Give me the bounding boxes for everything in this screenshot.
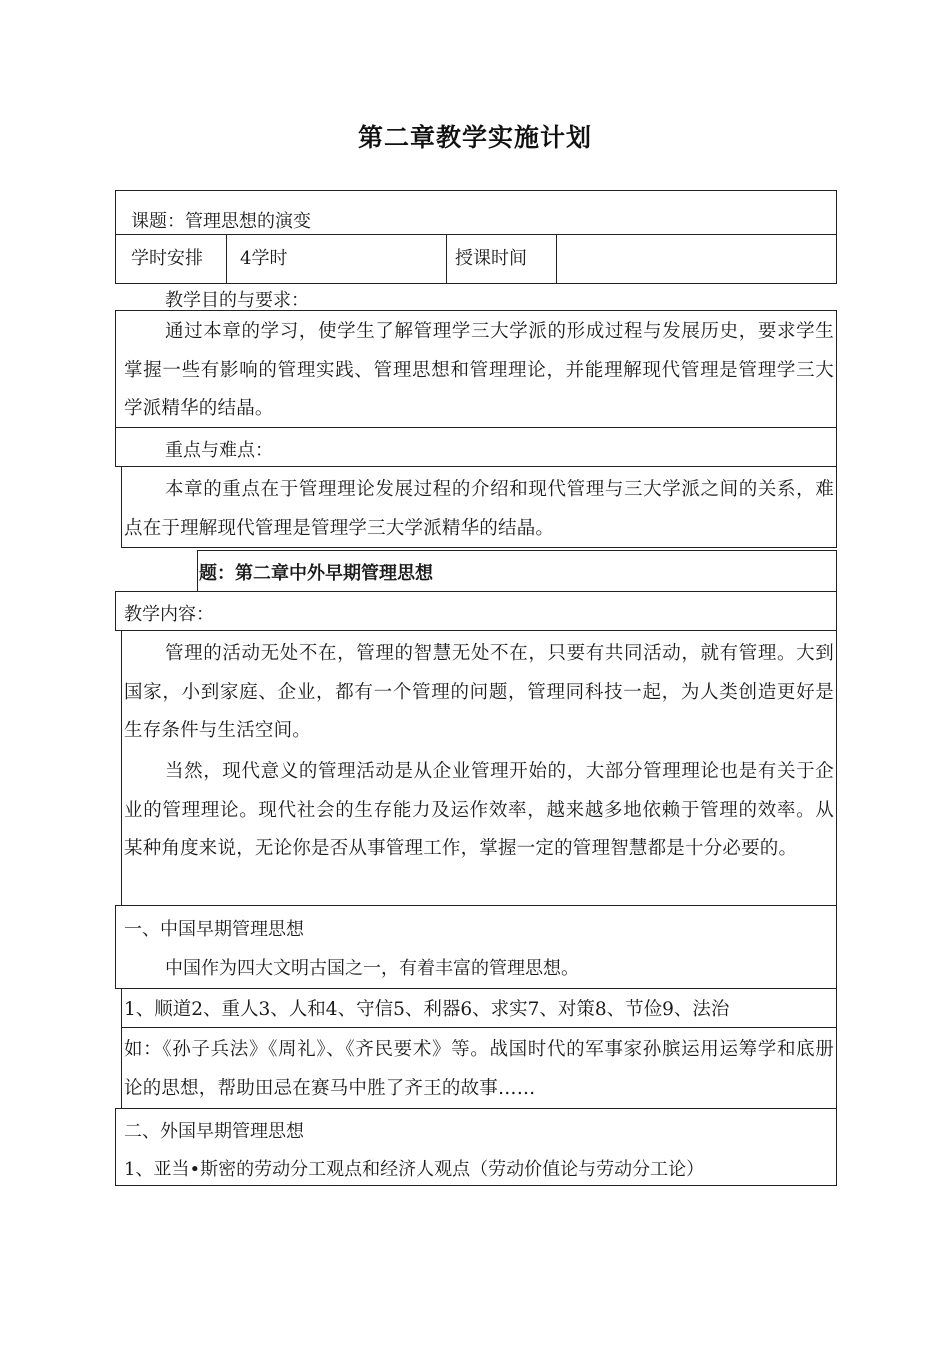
content-heading-box xyxy=(115,591,837,631)
china-heading: 一、中国早期管理思想 xyxy=(124,919,304,940)
objectives-text: 通过本章的学习，使学生了解管理学三大学派的形成过程与发展历史，要求学生掌握一些有影响的管理实践、管理思想和管理理论，并能理解现代管理是管理学三大学派精华的结晶。 xyxy=(124,321,834,419)
china-example: 如：《孙子兵法》《周礼》、《齐民要术》等。战国时代的军事家孙膑运用运筹学和底册论的思想，帮助田忌在赛马中胜了齐王的故事…… xyxy=(124,1039,834,1099)
key-points-text: 本章的重点在于管理理论发展过程的介绍和现代管理与三大学派之间的关系，难点在于理解现代管理是管理学三大学派精华的结晶。 xyxy=(124,479,834,539)
content-heading: 教学内容： xyxy=(124,604,214,625)
hours-value: 4学时 xyxy=(240,248,288,269)
hours-label: 学时安排 xyxy=(131,248,203,269)
course-topic: 课题：管理思想的演变 xyxy=(131,211,311,232)
subject-line: 题：第二章中外早期管理思想 xyxy=(199,563,433,584)
china-list: 1、顺道2、重人3、人和4、守信5、利器6、求实7、对策8、节俭9、法治 xyxy=(124,999,730,1020)
key-points-heading: 重点与难点： xyxy=(165,440,273,461)
divider xyxy=(226,234,227,284)
foreign-heading: 二、外国早期管理思想 xyxy=(124,1121,304,1142)
page-title: 第二章教学实施计划 xyxy=(357,123,592,152)
divider xyxy=(446,234,447,284)
china-intro: 中国作为四大文明古国之一，有着丰富的管理思想。 xyxy=(165,958,579,979)
foreign-item-1: 1、亚当•斯密的劳动分工观点和经济人观点（劳动价值论与劳动分工论） xyxy=(124,1159,705,1180)
divider xyxy=(556,234,557,284)
objectives-heading: 教学目的与要求： xyxy=(165,290,309,311)
time-label: 授课时间 xyxy=(455,248,527,269)
content-para-2: 当然，现代意义的管理活动是从企业管理开始的，大部分管理理论也是有关于企业的管理理论。现代社会的生存能力及运作效率，越来越多地依赖于管理的效率。从某种角度来说，无论你是否从事管理工作，掌握一定的管理智慧都是十分必要的。 xyxy=(124,761,834,859)
content-para-1: 管理的活动无处不在，管理的智慧无处不在，只要有共同活动，就有管理。大到国家，小到家庭、企业，都有一个管理的问题，管理同科技一起，为人类创造更好是生存条件与生活空间。 xyxy=(124,643,834,741)
